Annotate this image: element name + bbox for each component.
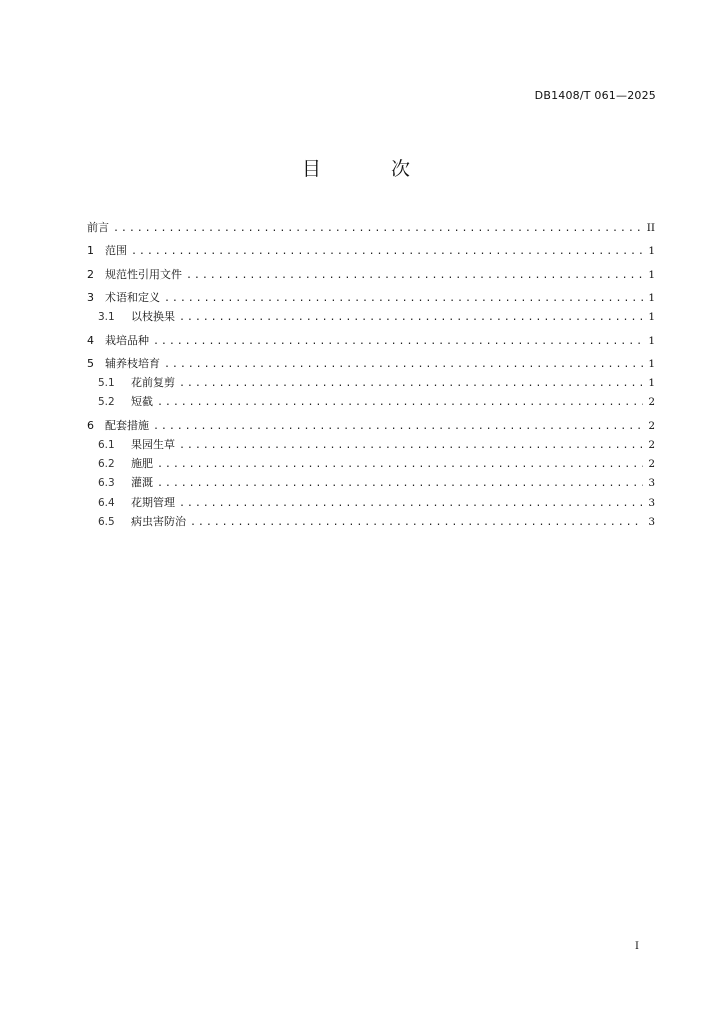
toc-page-number: 3 [648,477,655,490]
toc-entry-number: 5.1 [98,377,115,390]
toc-entry-number: 1 [87,244,94,258]
toc-entry-6[interactable] [87,417,655,436]
toc-entry-6-1[interactable] [87,436,655,455]
toc-page-number: 2 [648,396,655,409]
toc-entry-text: 栽培品种 [105,333,149,347]
toc-entry-text: 灌溉 [131,476,153,490]
toc-leader-dots [157,478,643,489]
toc-leader-dots [179,440,643,451]
toc-entry-text: 果园生草 [131,438,175,451]
toc-leader-dots [164,293,643,304]
toc-entry-text: 辅养枝培育 [105,357,160,371]
toc-leader-dots [113,223,643,234]
toc-entry-number: 6.4 [98,496,115,509]
document-code: DB1408/T 061—2025 [534,89,656,102]
toc-leader-dots [164,359,643,370]
toc-leader-dots [186,270,643,281]
toc-entry-number: 6 [87,418,94,432]
toc-entry-6-5[interactable] [87,513,655,532]
toc-entry-3[interactable] [87,289,655,308]
toc-leader-dots [179,312,643,323]
toc-entry-text: 花前复剪 [131,376,175,390]
toc-entry-text: 花期管理 [131,495,175,509]
toc-page-number: 1 [648,358,655,371]
toc-entry-number: 5.2 [98,396,115,409]
toc-leader-dots [190,517,643,528]
toc-page-number: 1 [648,377,655,390]
toc-entry-5-2[interactable] [87,393,655,412]
toc-leader-dots [131,246,643,257]
toc-page-number: II [646,222,655,234]
toc-entry-4[interactable] [87,332,655,351]
toc-entry-number: 6.1 [98,439,115,451]
table-of-contents [87,219,655,532]
toc-leader-dots [153,336,643,347]
toc-leader-dots [153,421,643,432]
toc-page-number: 1 [648,268,655,281]
toc-page-number: 1 [648,245,655,258]
toc-entry-foreword[interactable] [87,219,655,238]
toc-entry-text: 以枝换果 [131,310,175,324]
toc-entry-number: 4 [87,333,94,347]
page-number: I [635,941,639,952]
toc-entry-5[interactable] [87,355,655,374]
toc-entry-number: 6.2 [98,458,115,471]
toc-leader-dots [157,397,643,408]
toc-entry-number: 3.1 [98,311,115,324]
page-title: 目 次 [301,158,443,180]
toc-entry-text: 施肥 [131,457,153,471]
toc-entry-number: 6.5 [98,515,115,528]
toc-entry-text: 配套措施 [105,418,149,432]
toc-entry-3-1[interactable] [87,308,655,327]
toc-page-number: 2 [648,439,655,451]
toc-entry-text: 术语和定义 [105,291,160,305]
toc-page-number: 3 [648,496,655,509]
toc-entry-text: 范围 [105,244,127,258]
toc-entry-number: 3 [87,291,94,305]
toc-entry-1[interactable] [87,242,655,261]
toc-page-number: 3 [648,515,655,528]
toc-page-number: 2 [648,458,655,471]
toc-entry-6-4[interactable] [87,494,655,513]
toc-page-number: 1 [648,311,655,324]
toc-entry-6-2[interactable] [87,455,655,474]
toc-leader-dots [157,459,643,470]
toc-leader-dots [179,498,643,509]
toc-leader-dots [179,378,643,389]
toc-entry-text: 病虫害防治 [131,514,186,528]
toc-entry-text: 短截 [131,395,153,409]
toc-page-number: 1 [648,292,655,305]
toc-entry-2[interactable] [87,266,655,285]
toc-page-number: 2 [648,419,655,432]
toc-page-number: 1 [648,334,655,347]
toc-entry-5-1[interactable] [87,374,655,393]
toc-entry-6-3[interactable] [87,474,655,493]
toc-entry-number: 5 [87,357,94,371]
toc-entry-number: 6.3 [98,477,115,490]
toc-entry-text: 前言 [87,221,109,234]
toc-entry-number: 2 [87,267,94,281]
toc-entry-text: 规范性引用文件 [105,267,182,281]
